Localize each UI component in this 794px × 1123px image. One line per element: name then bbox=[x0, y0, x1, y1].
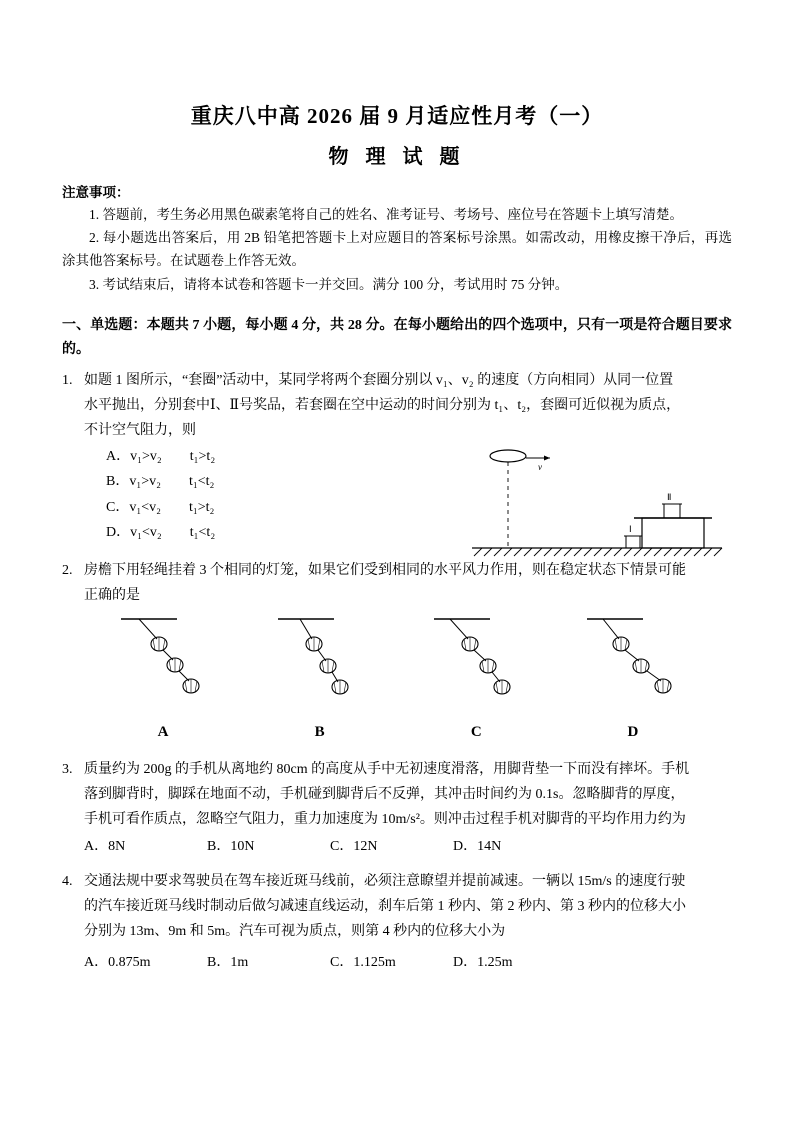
question-line: 分别为 13m、9m 和 5m。汽车可视为质点，则第 4 秒内的位移大小为 bbox=[84, 923, 506, 939]
question-text bbox=[62, 559, 732, 609]
page-title: 重庆八中高 2026 届 9 月适应性月考（一） bbox=[190, 104, 604, 128]
question-text bbox=[62, 758, 732, 833]
question-4 bbox=[62, 870, 732, 976]
question-line: 不计空气阻力，则 bbox=[84, 422, 196, 438]
question-4-options bbox=[62, 949, 732, 976]
lantern-label-c[interactable]: C bbox=[470, 724, 482, 741]
lantern-figure-d bbox=[558, 615, 708, 746]
question-number: 4. bbox=[62, 873, 73, 889]
question-text bbox=[62, 369, 732, 444]
option-d[interactable]: D．1.25m bbox=[453, 954, 513, 970]
notice-heading: 注意事项： bbox=[62, 185, 130, 200]
option-d[interactable]: D．v₁<v₂ t₁<t₂ bbox=[106, 525, 216, 540]
question-line: 手机可看作质点，忽略空气阻力，重力加速度为 10m/s²。则冲击过程手机对脚背的平均作用力约为 bbox=[84, 811, 686, 827]
option-c[interactable]: C．12N bbox=[330, 838, 378, 854]
notice-item: 1. 答题前，考生务必用黑色碳素笔将自己的姓名、准考证号、考场号、座位号在答题卡上填写清楚。 bbox=[89, 207, 683, 222]
lantern-label-b[interactable]: B bbox=[314, 724, 325, 741]
question-line: 的汽车接近斑马线时制动后做匀减速直线运动，刹车后第 1 秒内、第 2 秒内、第 3 秒内的位移大小 bbox=[84, 898, 686, 914]
option-b[interactable]: B．v₁>v₂ t₁<t₂ bbox=[106, 474, 215, 490]
lantern-svg-a bbox=[103, 615, 223, 707]
lantern-svg-d bbox=[573, 615, 693, 707]
question-line: 房檐下用轻绳挂着 3 个相同的灯笼，如果它们受到相同的水平风力作用，则在稳定状态下情景可能 bbox=[84, 563, 686, 579]
projectile-figure-svg bbox=[466, 446, 728, 564]
question-line: 落到脚背时，脚踩在地面不动，手机碰到脚背后不反弹，其冲击时间约为 0.1s。忽略脚背的厚度， bbox=[84, 786, 685, 802]
question-line: 正确的是 bbox=[84, 588, 140, 604]
question-line: 水平抛出，分别套中Ⅰ、Ⅱ号奖品，若套圈在空中运动的时间分别为 t₁、t₂，套圈可近似视为质点， bbox=[84, 397, 681, 413]
lantern-figure-a bbox=[88, 615, 238, 746]
lantern-svg-b bbox=[260, 615, 380, 707]
option-a[interactable]: A．8N bbox=[84, 838, 126, 854]
question-1-figure bbox=[466, 446, 728, 564]
velocity-label: v bbox=[538, 461, 542, 472]
prize-label-two: Ⅱ bbox=[667, 491, 672, 502]
notice-item: 3. 考试结束后，请将本试卷和答题卡一并交回。满分 100 分，考试用时 75 分钟。 bbox=[89, 276, 569, 292]
question-2-figures bbox=[62, 609, 732, 746]
question-3-options bbox=[62, 833, 732, 860]
question-line: 质量约为 200g 的手机从离地约 80cm 的高度从手中无初速度滑落，用脚背垫一下而没有摔坏。手机 bbox=[84, 761, 690, 777]
option-c[interactable]: C．1.125m bbox=[330, 954, 396, 970]
section-heading-single-choice: 一、单选题：本题共 7 小题，每小题 4 分，共 28 分。在每小题给出的四个选项中，只有一项是符合题目要求的。 bbox=[62, 317, 732, 358]
lantern-figure-c bbox=[401, 615, 551, 746]
question-2 bbox=[62, 559, 732, 745]
notice-item: 2. 每小题选出答案后，用 2B 铅笔把答题卡上对应题目的答案标号涂黑。如需改动，用橡皮擦干净后，再选涂其他答案标号。在试题卷上作答无效。 bbox=[62, 230, 732, 269]
question-text bbox=[62, 870, 732, 945]
prize-label-one: Ⅰ bbox=[629, 523, 632, 534]
lantern-figure-b bbox=[245, 615, 395, 746]
option-b[interactable]: B．10N bbox=[207, 838, 255, 854]
option-a[interactable]: A．0.875m bbox=[84, 954, 151, 970]
question-number: 2. bbox=[62, 563, 73, 579]
option-a[interactable]: A．v₁>v₂ t₁>t₂ bbox=[106, 448, 216, 464]
lantern-svg-c bbox=[416, 615, 536, 707]
option-c[interactable]: C．v₁<v₂ t₁>t₂ bbox=[106, 499, 215, 515]
question-line: 如题 1 图所示，“套圈”活动中，某同学将两个套圈分别以 v₁、v₂ 的速度（方向相同）从同一位置 bbox=[84, 372, 674, 388]
question-3 bbox=[62, 758, 732, 860]
question-number: 3. bbox=[62, 761, 73, 777]
question-number: 1. bbox=[62, 372, 73, 388]
lantern-label-d[interactable]: D bbox=[627, 724, 639, 741]
page-subtitle: 物 理 试 题 bbox=[328, 146, 466, 168]
lantern-label-a[interactable]: A bbox=[157, 724, 169, 741]
option-b[interactable]: B．1m bbox=[207, 954, 249, 970]
option-d[interactable]: D．14N bbox=[453, 838, 502, 854]
question-line: 交通法规中要求驾驶员在驾车接近斑马线前，必须注意瞭望并提前减速。一辆以 15m/s 的速度行驶 bbox=[84, 873, 686, 889]
question-1 bbox=[62, 369, 732, 546]
